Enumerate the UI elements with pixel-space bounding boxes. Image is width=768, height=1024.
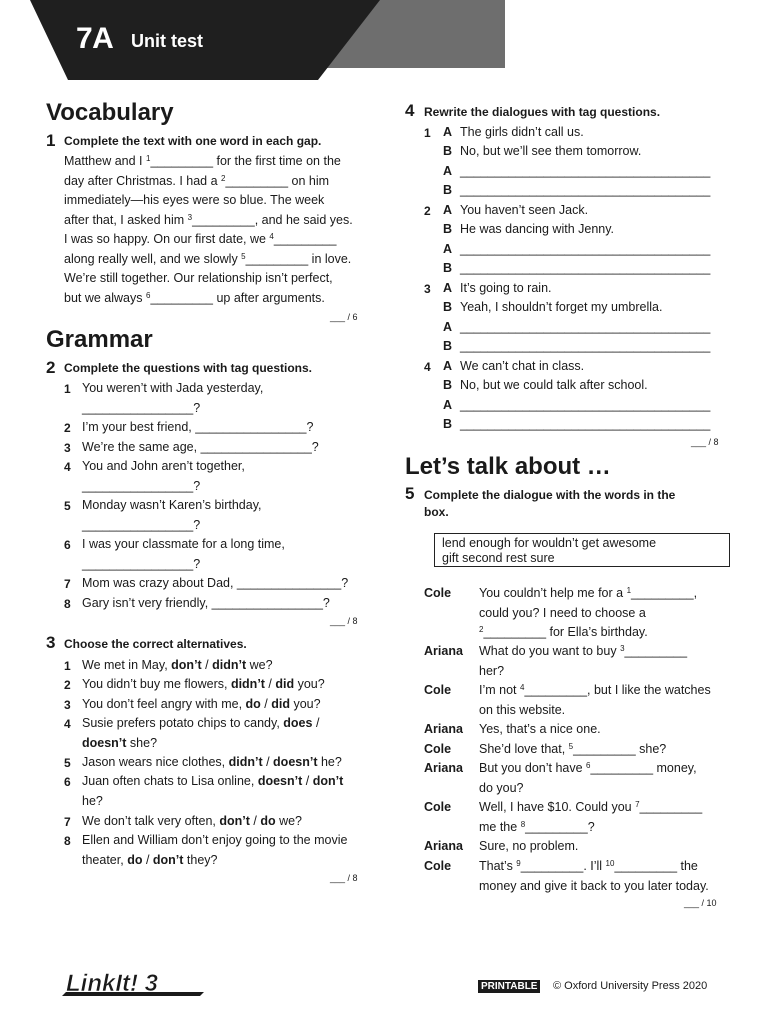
linkit-logo <box>58 968 208 1000</box>
alternative-line <box>82 853 218 867</box>
dialogue-text: That’s <box>479 859 517 873</box>
dialogue-line <box>479 644 687 658</box>
alternative-line <box>82 833 347 847</box>
speaker-a-label: A <box>443 359 453 373</box>
item-number: 5 <box>64 756 71 770</box>
logo-text: LinkIt! 3 <box>66 970 159 997</box>
sentence-text: Ellen and William don’t enjoy going to the movie <box>82 833 348 847</box>
dialogue-line-b: No, but we could talk after school. <box>460 378 648 392</box>
vocab-line <box>64 174 329 188</box>
exercise-2-instruction: Complete the questions with tag questions. <box>64 361 313 375</box>
tag-question-line: ________________? <box>82 479 201 493</box>
gap-number: 7 <box>635 800 640 809</box>
sentence-text: you? <box>289 697 321 711</box>
item-number: 8 <box>64 597 71 611</box>
speaker-name: Cole <box>424 859 452 873</box>
vocab-gap: _________ on him <box>225 174 330 188</box>
answer-line-a: ____________________________________ <box>460 242 711 256</box>
alternative-option: does <box>283 716 313 730</box>
sentence-text: We don’t talk very often, <box>82 814 220 828</box>
sentence-text: / <box>262 755 274 769</box>
dialogue-text: her? <box>479 664 505 678</box>
alternative-line <box>82 677 325 691</box>
vocab-line <box>64 213 353 227</box>
tag-question-line: Gary isn’t very friendly, ________________? <box>82 596 330 610</box>
dialogue-line <box>479 683 711 697</box>
answer-line-a: ____________________________________ <box>460 320 711 334</box>
exercise-3-number: 3 <box>46 633 56 652</box>
copyright-text: © Oxford University Press 2020 <box>553 980 708 992</box>
vocab-gap: _________ for the first time on the <box>150 154 341 168</box>
sentence-text: he? <box>317 755 342 769</box>
tag-question-line: Monday wasn’t Karen’s birthday, <box>82 498 262 512</box>
answer-b-label: B <box>443 261 453 275</box>
item-number: 7 <box>64 577 71 591</box>
gap-number: 1 <box>626 586 632 595</box>
sentence-text: she? <box>126 736 158 750</box>
alternative-option: did <box>275 677 295 691</box>
alternative-option: don’t <box>312 774 344 788</box>
dialogue-text: me the <box>479 820 521 834</box>
dialogue-line <box>479 879 709 893</box>
vocab-gap: _________ <box>273 232 337 246</box>
word-box <box>434 533 730 567</box>
answer-b-label: B <box>443 417 453 431</box>
answer-a-label: A <box>443 242 453 256</box>
sentence-text: Jason wears nice clothes, <box>82 755 229 769</box>
exercise-5-instruction-line-2: box. <box>424 505 449 519</box>
exercise-4-instruction: Rewrite the dialogues with tag questions. <box>424 105 661 119</box>
dialogue-line <box>479 606 646 620</box>
item-number: 1 <box>64 659 71 673</box>
tag-question-line: You weren’t with Jada yesterday, <box>82 381 264 395</box>
alternative-line <box>82 736 157 750</box>
lets-talk-heading: Let’s talk about … <box>405 453 611 480</box>
dialogue-text: _________ she? <box>573 742 667 756</box>
tag-question-line: ________________? <box>82 557 201 571</box>
dialogue-line <box>479 625 648 639</box>
alternative-option: do <box>260 814 276 828</box>
item-number: 3 <box>64 698 71 712</box>
gap-number: 3 <box>187 213 193 222</box>
item-number: 5 <box>64 499 71 513</box>
speaker-name: Ariana <box>424 722 463 736</box>
sentence-text: theater, <box>82 853 128 867</box>
dialogue-line <box>479 781 523 795</box>
vocabulary-heading: Vocabulary <box>46 99 174 126</box>
alternative-option: doesn’t <box>273 755 318 769</box>
tag-question-line: I’m your best friend, ________________? <box>82 420 314 434</box>
dialogue-text: on this website. <box>479 703 566 717</box>
sentence-text: / <box>302 774 313 788</box>
grammar-heading: Grammar <box>46 326 153 353</box>
exercise-4-score: ___ / 8 <box>691 437 719 447</box>
exercise-5-instruction-line-1: Complete the dialogue with the words in the <box>424 488 676 502</box>
dialogue-text: _________? <box>525 820 595 834</box>
dialogue-line <box>479 761 697 775</box>
answer-line-b: ____________________________________ <box>460 339 711 353</box>
printable-badge: PRINTABLE <box>478 980 540 993</box>
vocab-text-segment: I was so happy. On our first date, we <box>64 232 270 246</box>
answer-line-b: ____________________________________ <box>460 417 711 431</box>
alternative-option: didn’t <box>230 677 265 691</box>
speaker-b-label: B <box>443 144 453 158</box>
tag-question-line: You and John aren’t together, <box>82 459 245 473</box>
exercise-1-score: ___ / 6 <box>330 312 358 322</box>
dialogue-line <box>479 839 578 853</box>
dialogue-line <box>479 742 666 756</box>
gap-number: 2 <box>479 625 484 634</box>
gap-number: 9 <box>516 859 521 868</box>
item-number: 4 <box>64 460 71 474</box>
exercise-5-score: ___ / 10 <box>684 898 717 908</box>
dialogue-line <box>479 722 601 736</box>
vocab-text-segment: day after Christmas. I had a <box>64 174 222 188</box>
answer-line-b: ____________________________________ <box>460 261 711 275</box>
sentence-text: You didn’t buy me flowers, <box>82 677 231 691</box>
vocab-line <box>64 291 325 305</box>
tag-question-line: ________________? <box>82 518 201 532</box>
speaker-name: Cole <box>424 800 452 814</box>
item-number: 3 <box>424 282 431 296</box>
gap-number: 10 <box>605 859 615 868</box>
dialogue-text: I’m not <box>479 683 520 697</box>
gap-number: 8 <box>520 820 526 829</box>
item-number: 6 <box>64 538 71 552</box>
answer-line-b: ____________________________________ <box>460 183 711 197</box>
unit-title: Unit test <box>131 31 203 51</box>
dialogue-line <box>479 586 697 600</box>
dialogue-line-a: The girls didn’t call us. <box>460 125 584 139</box>
dialogue-text: But you don’t have <box>479 761 587 775</box>
dialogue-text: Well, I have $10. Could you <box>479 800 636 814</box>
dialogue-line-b: Yeah, I shouldn’t forget my umbrella. <box>460 300 663 314</box>
sentence-text: / <box>201 658 213 672</box>
answer-a-label: A <box>443 164 453 178</box>
speaker-a-label: A <box>443 125 453 139</box>
alternative-option: don’t <box>171 658 202 672</box>
answer-b-label: B <box>443 339 453 353</box>
sentence-text: / <box>312 716 320 730</box>
unit-number: 7A <box>76 22 114 55</box>
gap-number: 5 <box>568 742 574 751</box>
speaker-name: Ariana <box>424 761 463 775</box>
vocab-text-segment: but we always <box>64 291 146 305</box>
gap-number: 5 <box>241 252 246 261</box>
sentence-text: you? <box>294 677 325 691</box>
exercise-5-number: 5 <box>405 484 415 503</box>
exercise-2-score: ___ / 8 <box>330 616 358 626</box>
speaker-name: Cole <box>424 742 452 756</box>
word-box-line-2: gift second rest sure <box>442 551 555 565</box>
vocab-gap: _________ in love. <box>245 252 352 266</box>
item-number: 6 <box>64 775 71 789</box>
vocab-text-segment: We’re still together. Our relationship isn’t perfect, <box>64 271 333 285</box>
exercise-1-instruction: Complete the text with one word in each gap. <box>64 134 322 148</box>
gap-number: 2 <box>221 174 226 183</box>
item-number: 4 <box>64 717 71 731</box>
alternative-line <box>82 755 342 769</box>
dialogue-text: _________, <box>631 586 698 600</box>
vocab-text-segment: Matthew and I <box>64 154 146 168</box>
alternative-line <box>82 814 302 828</box>
alternative-line <box>82 697 321 711</box>
speaker-a-label: A <box>443 203 453 217</box>
item-number: 7 <box>64 815 71 829</box>
exercise-2-number: 2 <box>46 358 56 377</box>
speaker-name: Cole <box>424 586 452 600</box>
tag-question-line: ________________? <box>82 401 201 415</box>
sentence-text: / <box>249 814 261 828</box>
dialogue-text: _________ <box>639 800 703 814</box>
vocab-text-segment: along really well, and we slowly <box>64 252 242 266</box>
speaker-b-label: B <box>443 222 453 236</box>
alternative-line <box>82 794 103 808</box>
alternative-line <box>82 658 273 672</box>
dialogue-text: could you? I need to choose a <box>479 606 646 620</box>
speaker-name: Cole <box>424 683 452 697</box>
vocab-gap: _________ up after arguments. <box>150 291 325 305</box>
sentence-text: We met in May, <box>82 658 172 672</box>
speaker-b-label: B <box>443 378 453 392</box>
sentence-text: Juan often chats to Lisa online, <box>82 774 258 788</box>
tag-question-line: We’re the same age, ________________? <box>82 440 319 454</box>
dialogue-text: She’d love that, <box>479 742 569 756</box>
dialogue-text: _________. I’ll <box>520 859 606 873</box>
dialogue-text: _________ the <box>614 859 698 873</box>
dialogue-text: money and give it back to you later today. <box>479 879 709 893</box>
dialogue-line-b: No, but we’ll see them tomorrow. <box>460 144 642 158</box>
dialogue-text: You couldn’t help me for a <box>479 586 627 600</box>
dialogue-line-b: He was dancing with Jenny. <box>460 222 615 236</box>
dialogue-text: _________ money, <box>590 761 697 775</box>
gap-number: 4 <box>269 232 274 241</box>
exercise-3-score: ___ / 8 <box>330 873 358 883</box>
vocab-gap: _________, and he said yes. <box>192 213 353 227</box>
sentence-text: / <box>142 853 153 867</box>
alternative-option: didn’t <box>228 755 263 769</box>
gap-number: 6 <box>145 291 151 300</box>
vocab-line <box>64 252 351 266</box>
item-number: 2 <box>64 678 71 692</box>
gap-number: 3 <box>620 644 625 653</box>
gap-number: 4 <box>520 683 525 692</box>
alternative-option: didn’t <box>212 658 247 672</box>
dialogue-text: Yes, that’s a nice one. <box>479 722 601 736</box>
answer-b-label: B <box>443 183 453 197</box>
dialogue-text: _________, but I like the watches <box>524 683 711 697</box>
vocab-line <box>64 232 336 246</box>
speaker-a-label: A <box>443 281 453 295</box>
gap-number: 1 <box>146 154 151 163</box>
dialogue-line-a: We can’t chat in class. <box>460 359 585 373</box>
dialogue-text: _________ for Ella’s birthday. <box>483 625 648 639</box>
sentence-text: Susie prefers potato chips to candy, <box>82 716 284 730</box>
answer-a-label: A <box>443 398 453 412</box>
dialogue-line <box>479 820 595 834</box>
speaker-name: Ariana <box>424 839 463 853</box>
dialogue-text: _________ <box>624 644 688 658</box>
dialogue-line <box>479 859 698 873</box>
item-number: 8 <box>64 834 71 848</box>
sentence-text: he? <box>82 794 103 808</box>
exercise-3-instruction: Choose the correct alternatives. <box>64 637 247 651</box>
item-number: 3 <box>64 441 71 455</box>
alternative-option: don’t <box>152 853 184 867</box>
sentence-text: You don’t feel angry with me, <box>82 697 246 711</box>
dialogue-line-a: It’s going to rain. <box>460 281 552 295</box>
sentence-text: / <box>264 677 276 691</box>
header-banner <box>0 0 768 90</box>
dialogue-text: do you? <box>479 781 524 795</box>
vocab-text-segment: immediately—his eyes were so blue. The week <box>64 193 325 207</box>
item-number: 1 <box>424 126 431 140</box>
speaker-b-label: B <box>443 300 453 314</box>
dialogue-text: What do you want to buy <box>479 644 621 658</box>
item-number: 2 <box>64 421 71 435</box>
dialogue-line-a: You haven’t seen Jack. <box>460 203 589 217</box>
item-number: 4 <box>424 360 431 374</box>
vocab-line <box>64 193 324 207</box>
vocab-line <box>64 271 333 285</box>
alternative-option: don’t <box>219 814 250 828</box>
sentence-text: / <box>260 697 272 711</box>
word-box-line-1: lend enough for wouldn’t get awesome <box>442 536 657 550</box>
tag-question-line: Mom was crazy about Dad, _______________? <box>82 576 349 590</box>
dialogue-line <box>479 800 702 814</box>
exercise-1-number: 1 <box>46 131 56 150</box>
answer-a-label: A <box>443 320 453 334</box>
gap-number: 6 <box>586 761 591 770</box>
sentence-text: they? <box>183 853 218 867</box>
dialogue-text: Sure, no problem. <box>479 839 579 853</box>
answer-line-a: ____________________________________ <box>460 164 711 178</box>
alternative-line <box>82 774 343 788</box>
alternative-option: doesn’t <box>82 736 127 750</box>
exercise-4-number: 4 <box>405 101 415 120</box>
vocab-line <box>64 154 341 168</box>
item-number: 1 <box>64 382 71 396</box>
sentence-text: we? <box>246 658 273 672</box>
speaker-name: Ariana <box>424 644 463 658</box>
alternative-option: do <box>245 697 261 711</box>
alternative-option: did <box>271 697 290 711</box>
alternative-line <box>82 716 319 730</box>
dialogue-line <box>479 664 504 678</box>
tag-question-line: I was your classmate for a long time, <box>82 537 285 551</box>
sentence-text: we? <box>275 814 302 828</box>
answer-line-a: ____________________________________ <box>460 398 711 412</box>
item-number: 2 <box>424 204 431 218</box>
dialogue-line <box>479 703 565 717</box>
alternative-option: doesn’t <box>257 774 303 788</box>
vocab-text-segment: after that, I asked him <box>64 213 188 227</box>
alternative-option: do <box>127 853 143 867</box>
